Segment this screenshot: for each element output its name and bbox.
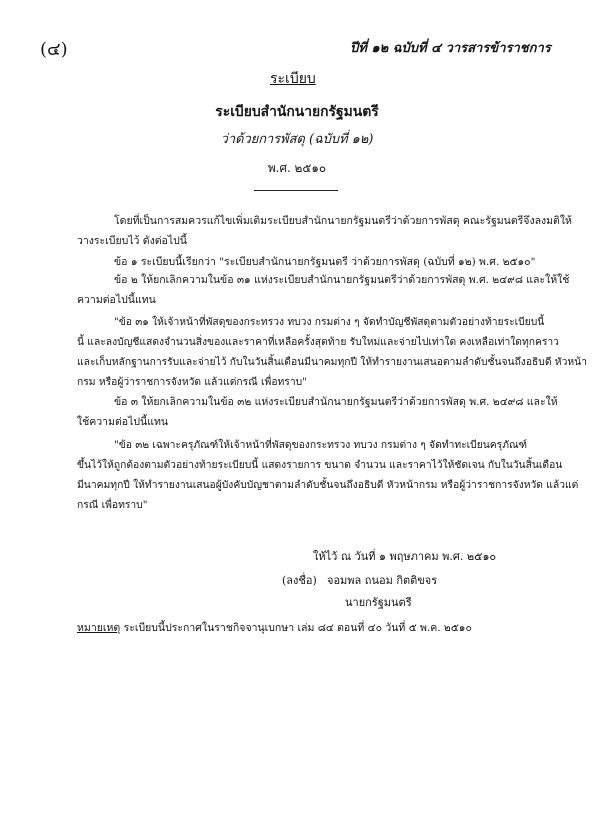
document-subtitle: ว่าด้วยการพัสดุ (ฉบับที่ ๑๒)	[220, 132, 374, 147]
title-divider	[254, 190, 338, 191]
paragraph-line: ข้อ ๑ ระเบียบนี้เรียกว่า "ระเบียบสำนักนายกรัฐมนตรี ว่าด้วยการพัสดุ (ฉบับที่ ๑๒) พ.ศ. ๒๕๑๐"	[114, 256, 536, 268]
signatory-position: นายกรัฐมนตรี	[345, 596, 412, 609]
paragraph-line: ใช้ความต่อไปนี้แทน	[77, 416, 169, 428]
document-title: ระเบียบสำนักนายกรัฐมนตรี	[215, 104, 379, 120]
quote-line: กรณี เพื่อทราบ"	[77, 499, 148, 511]
quote-line: นี้ และลงบัญชีแสดงจำนวนสิ่งของและราคาที่เหลือครั้งสุดท้าย รับใหม่และจ่ายไปเท่าใด คงเหลือเท่าใดทุกคราว	[77, 336, 559, 348]
paragraph-line: ข้อ ๓ ให้ยกเลิกความในข้อ ๓๒ แห่งระเบียบสำนักนายกรัฐมนตรีว่าด้วยการพัสดุ พ.ศ. ๒๔๙๘ และให้	[114, 396, 558, 408]
document-type-label: ระเบียบ	[270, 71, 316, 87]
footnote	[77, 619, 472, 636]
paragraph-line: วางระเบียบไว้ ดังต่อไปนี้	[77, 235, 187, 247]
quote-line: กรม หรือผู้ว่าราชการจังหวัด แล้วแต่กรณี เพื่อทราบ"	[77, 376, 307, 388]
quote-line: "ข้อ ๓๒ เฉพาะครุภัณฑ์ให้เจ้าหน้าที่พัสดุของกระทรวง ทบวง กรมต่าง ๆ จัดทำทะเบียนครุภัณฑ์	[114, 439, 528, 451]
quote-line: และเก็บหลักฐานการรับและจ่ายไว้ กับในวันสิ้นเดือนมีนาคมทุกปี ให้ทำรายงานเสนอตามลำดับชั้นจนถึงอธิบดี หัวหน้า	[77, 356, 587, 368]
issue-header: ปีที่ ๑๒ ฉบับที่ ๔ วารสารข้าราชการ	[350, 41, 551, 56]
paragraph-line: ข้อ ๒ ให้ยกเลิกความในข้อ ๓๑ แห่งระเบียบสำนักนายกรัฐมนตรีว่าด้วยการพัสดุ พ.ศ. ๒๔๙๘ และให้ใช้	[114, 274, 570, 286]
signatory-name: จอมพล ถนอม กิตติขจร	[327, 574, 438, 587]
signature-date: ให้ไว้ ณ วันที่ ๑ พฤษภาคม พ.ศ. ๒๕๑๐	[313, 550, 497, 563]
signature-signed-label: (ลงชื่อ)	[282, 574, 317, 587]
document-year: พ.ศ. ๒๕๑๐	[267, 161, 327, 175]
paragraph-line: ความต่อไปนี้แทน	[77, 294, 156, 306]
quote-line: ขึ้นไว้ให้ถูกต้องตามตัวอย่างท้ายระเบียบนี้ แสดงรายการ ขนาด จำนวน และราคาไว้ให้ชัดเจน กับในวันสิ้นเดือน	[77, 459, 563, 471]
footnote-label: หมายเหตุ	[77, 622, 121, 634]
quote-line: "ข้อ ๓๑ ให้เจ้าหน้าที่พัสดุของกระทรวง ทบวง กรมต่าง ๆ จัดทำบัญชีพัสดุตามตัวอย่างท้ายระเบียบนี้	[114, 316, 545, 328]
quote-line: มีนาคมทุกปี ให้ทำรายงานเสนอผู้บังคับบัญชาตามลำดับชั้นจนถึงอธิบดี หัวหน้ากรม หรือผู้ว่าราชการจังหวัด แล้วแต่	[77, 479, 579, 491]
page-number: (๔)	[40, 39, 68, 60]
footnote-text: ระเบียบนี้ประกาศในราชกิจจานุเบกษา เล่ม ๘๔ ตอนที่ ๔๐ วันที่ ๕ พ.ค. ๒๕๑๐	[123, 622, 472, 634]
paragraph-line: โดยที่เป็นการสมควรแก้ไขเพิ่มเติมระเบียบสำนักนายกรัฐมนตรีว่าด้วยการพัสดุ คณะรัฐมนตรีจึงลงมติให้	[114, 215, 572, 227]
